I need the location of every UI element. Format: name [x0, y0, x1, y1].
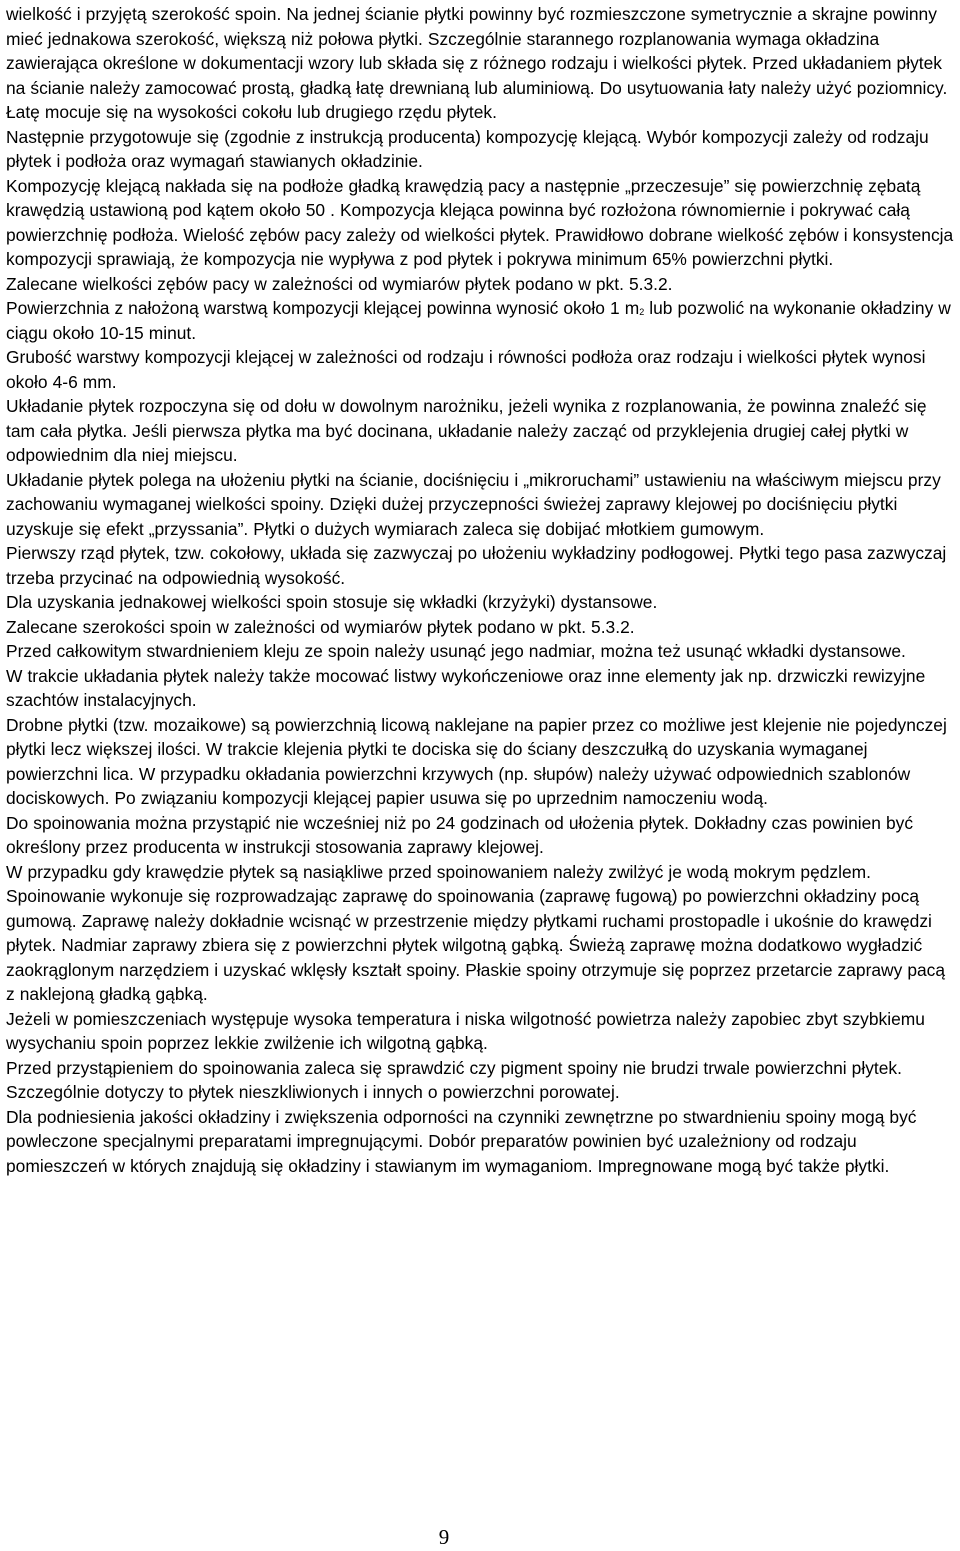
- document-body: [6, 2, 958, 1178]
- paragraph-adhesive-thickness: Grubość warstwy kompozycji klejącej w zależności od rodzaju i równości podłoża oraz rodzaju i wielkości płytek wynosi około 4-6 mm.: [6, 347, 926, 392]
- paragraph-adhesive-area-text-start: Powierzchnia z nałożoną warstwą kompozycji klejącej powinna wynosić około 1 m: [6, 298, 640, 318]
- paragraph-impregnation: Dla podniesienia jakości okładziny i zwiększenia odporności na czynniki zewnętrzne po stwardnieniu spoiny mogą być powleczone specjalnymi preparatami impregnującymi. Dobór preparatów powinien być uzależniony od rodzaju pomieszczeń w których znajdują się okładziny i stawianym im wymaganiom. Impregnowane mogą być także płytki.: [6, 1106, 917, 1176]
- paragraph-tile-layout: wielkość i przyjętą szerokość spoin. Na jednej ścianie płytki powinny być rozmieszczone symetrycznie a skrajne powinny mieć jednakowa szerokość, większą niż połowa płytki. Szczególnie starannego rozplanowania wymaga okładzina zawierająca określone w dokumentacji wzory lub składa się z różnego rodzaju i wielkości płytek. Przed układaniem płytek na ścianie należy zamocować prostą, gładką łatę drewnianą lub aluminiową. Do usytuowania łaty należy użyć poziomnicy. Łatę mocuje się na wysokości cokołu lub drugiego rzędu płytek.: [6, 4, 948, 122]
- paragraph-drying-protection: Jeżeli w pomieszczeniach występuje wysoka temperatura i niska wilgotność powietrza należy zapobiec zbyt szybkiemu wysychaniu spoin poprzez lekkie zwilżenie ich wilgotną gąbką.: [6, 1008, 925, 1053]
- paragraph-spacers: Dla uzyskania jednakowej wielkości spoin stosuje się wkładki (krzyżyki) dystansowe.: [6, 592, 658, 612]
- paragraph-trowel-teeth-reference: Zalecane wielkości zębów pacy w zależności od wymiarów płytek podano w pkt. 5.3.2.: [6, 273, 673, 294]
- paragraph-pigment-check: Przed przystąpieniem do spoinowania zaleca się sprawdzić czy pigment spoiny nie brudzi trwale powierzchni płytek. Szczególnie dotyczy to płytek nieszkliwionych i innych o powierzchni porowatej.: [6, 1057, 902, 1102]
- paragraph-adhesive-application: Kompozycję klejącą nakłada się na podłoże gładką krawędzią pacy a następnie „przeczesuje” się powierzchnię zębatą krawędzią ustawioną pod kątem około 50 . Kompozycja klejąca powinna być rozłożona równomiernie i pokrywać całą powierzchnię podłoża. Wielość zębów pacy zależy od wielkości płytek. Prawidłowo dobrane wielkość zębów i konsystencja kompozycji sprawiają, że kompozycja nie wypływa z pod płytek i pokrywa minimum 65% powierzchni płytki.: [6, 175, 954, 269]
- paragraph-finishing-strips: W trakcie układania płytek należy także mocować listwy wykończeniowe oraz inne elementy jak np. drzwiczki rewizyjne szachtów instalacyjnych.: [6, 665, 926, 710]
- paragraph-laying-technique: Układanie płytek polega na ułożeniu płytki na ścianie, dociśnięciu i „mikroruchami” ustawieniu na właściwym miejscu przy zachowaniu wymaganej wielkości spoiny. Dzięki dużej przyczepności świeżej zaprawy klejowej po dociśnięciu płytki uzyskuje się efekt „przyssania”. Płytki o dużych wymiarach zaleca się dobijać młotkiem gumowym.: [6, 469, 941, 539]
- square-meter-subscript: 2: [639, 307, 645, 317]
- page-number: 9: [438, 1525, 450, 1549]
- paragraph-excess-removal: Przed całkowitym stwardnieniem kleju ze spoin należy usunąć jego nadmiar, można też usunąć wkładki dystansowe.: [6, 641, 906, 661]
- paragraph-mosaic-tiles: Drobne płytki (tzw. mozaikowe) są powierzchnią licową naklejane na papier przez co możliwe jest klejenie nie pojedynczej płytki lecz większej ilości. W trakcie klejenia płytki te dociska się do ściany deszczułką do uzyskania wymaganej powierzchni lica. W przypadku okładania powierzchni krzywych (np. słupów) należy używać odpowiednich szablonów dociskowych. Po związaniu kompozycji klejącej papier usuwa się po uprzednim namoczeniu wodą.: [6, 714, 947, 808]
- paragraph-first-row: Pierwszy rząd płytek, tzw. cokołowy, układa się zazwyczaj po ułożeniu wykładziny podłogowej. Płytki tego pasa zazwyczaj trzeba przycinać na odpowiednią wysokość.: [6, 543, 947, 588]
- paragraph-adhesive-preparation: Następnie przygotowuje się (zgodnie z instrukcją producenta) kompozycję klejącą. Wybór kompozycji zależy od rodzaju płytek i podłoża oraz wymagań stawianych okładzinie.: [6, 126, 929, 171]
- paragraph-joint-width-reference: Zalecane szerokości spoin w zależności od wymiarów płytek podano w pkt. 5.3.2.: [6, 616, 635, 637]
- paragraph-adhesive-area-text-end: lub pozwolić na wykonanie okładziny w ciągu około 10-15 minut.: [6, 298, 951, 343]
- paragraph-adhesive-area: [6, 296, 958, 345]
- paragraph-grouting-method: Spoinowanie wykonuje się rozprowadzając zaprawę do spoinowania (zaprawę fugową) po powierzchni okładziny pocą gumową. Zaprawę należy dokładnie wcisnąć w przestrzenie między płytkami ruchami prostopadle i ukośnie do krawędzi płytek. Nadmiar zaprawy zbiera się z powierzchni płytek wilgotną gąbką. Świeżą zaprawę można dodatkowo wygładzić zaokrąglonym narzędziem i uzyskać wklęsły kształt spoiny. Płaskie spoiny otrzymuje się poprzez przetarcie zaprawy pacą z naklejoną gładką gąbką.: [6, 886, 946, 1004]
- paragraph-absorbent-edges: W przypadku gdy krawędzie płytek są nasiąkliwe przed spoinowaniem należy zwilżyć je wodą mokrym pędzlem.: [6, 861, 871, 882]
- paragraph-laying-start: Układanie płytek rozpoczyna się od dołu w dowolnym narożniku, jeżeli wynika z rozplanowania, że powinna znaleźć się tam cała płytka. Jeśli pierwsza płytka ma być docinana, układanie należy zacząć od przyklejenia drugiej całej płytki w odpowiednim dla niej miejscu.: [6, 396, 927, 465]
- paragraph-grouting-timing: Do spoinowania można przystąpić nie wcześniej niż po 24 godzinach od ułożenia płytek. Dokładny czas powinien być określony przez producenta w instrukcji stosowania zaprawy klejowej.: [6, 812, 914, 857]
